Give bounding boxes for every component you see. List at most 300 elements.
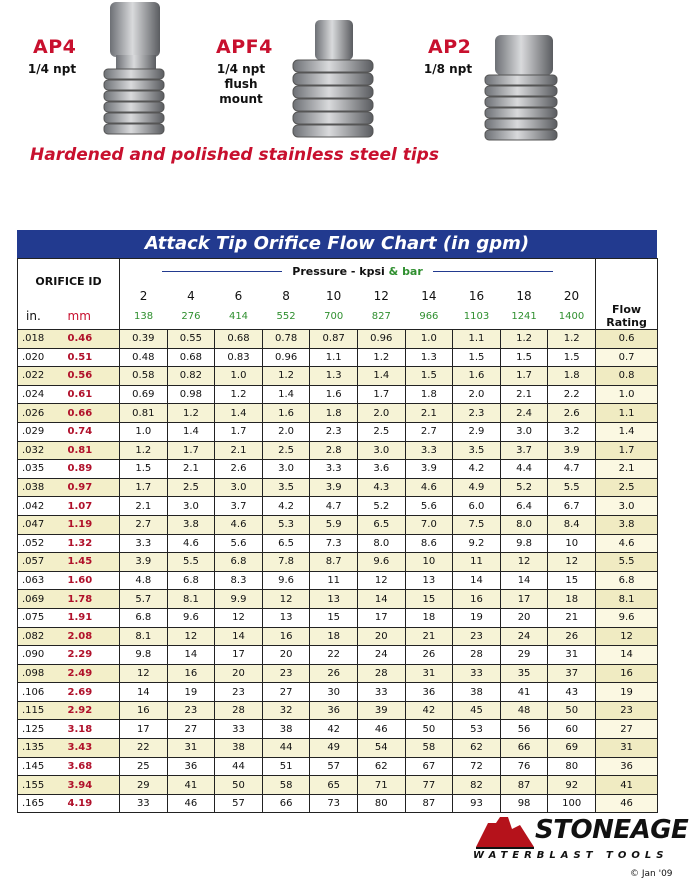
table-row (18, 348, 658, 367)
flow-value: 4.6 (167, 534, 215, 553)
table-row (18, 627, 658, 646)
flow-value: 2.0 (357, 404, 405, 423)
orifice-in: .018 (18, 330, 68, 349)
flow-value: 36 (310, 701, 358, 720)
flow-value: 8.0 (357, 534, 405, 553)
flow-rating: 0.8 (596, 367, 658, 386)
flow-value: 8.6 (405, 534, 453, 553)
product-sub-line: flush (224, 77, 258, 91)
unit-in-label: in. (18, 303, 68, 330)
flow-value: 1.6 (262, 404, 310, 423)
flow-rating-label-line: Rating (606, 316, 647, 329)
flow-value: 32 (262, 701, 310, 720)
flow-value: 17 (120, 720, 168, 739)
orifice-in: .082 (18, 627, 68, 646)
orifice-mm: 3.43 (68, 739, 120, 758)
flow-value: 1.5 (453, 348, 501, 367)
flow-value: 8.0 (500, 515, 548, 534)
bar-value: 138 (120, 303, 168, 330)
flow-value: 2.1 (120, 497, 168, 516)
flow-value: 3.9 (120, 553, 168, 572)
flow-value: 9.6 (167, 608, 215, 627)
flow-value: 87 (405, 794, 453, 813)
ap4-tip-image (92, 0, 172, 150)
flow-value: 57 (215, 794, 263, 813)
flow-value: 1.5 (548, 348, 596, 367)
flow-value: 1.0 (215, 367, 263, 386)
flow-value: 4.6 (215, 515, 263, 534)
pressure-label: Pressure - kpsi (292, 264, 385, 278)
flow-value: 1.4 (357, 367, 405, 386)
product-sub-ap2 (418, 62, 478, 77)
flow-value: 38 (453, 683, 501, 702)
flow-value: 1.2 (120, 441, 168, 460)
flow-value: 62 (357, 757, 405, 776)
kpsi-value: 14 (405, 283, 453, 303)
flow-value: 2.3 (310, 422, 358, 441)
product-name-ap2: AP2 (428, 36, 472, 58)
flow-value: 46 (357, 720, 405, 739)
table-row (18, 497, 658, 516)
flow-value: 2.5 (167, 478, 215, 497)
flow-value: 4.4 (500, 460, 548, 479)
flow-value: 0.81 (120, 404, 168, 423)
flow-rating-label-line: Flow (612, 303, 642, 316)
chart-title: Attack Tip Orifice Flow Chart (in gpm) (17, 230, 657, 258)
flow-value: 4.3 (357, 478, 405, 497)
orifice-in: .020 (18, 348, 68, 367)
flow-value: 19 (453, 608, 501, 627)
flow-value: 0.48 (120, 348, 168, 367)
table-row (18, 757, 658, 776)
flow-value: 39 (357, 701, 405, 720)
bar-value: 700 (310, 303, 358, 330)
flow-value: 25 (120, 757, 168, 776)
logo-name: STONEAGE (535, 815, 689, 845)
flow-value: 8.7 (310, 553, 358, 572)
flow-value: 65 (310, 776, 358, 795)
flow-value: 7.5 (453, 515, 501, 534)
flow-rating: 1.1 (596, 404, 658, 423)
flow-value: 14 (357, 590, 405, 609)
flow-value: 72 (453, 757, 501, 776)
flow-value: 7.3 (310, 534, 358, 553)
copyright: © Jan '09 (630, 869, 673, 879)
kpsi-value: 16 (453, 283, 501, 303)
table-row (18, 515, 658, 534)
orifice-mm: 1.91 (68, 608, 120, 627)
orifice-in: .155 (18, 776, 68, 795)
flow-value: 16 (262, 627, 310, 646)
orifice-in: .145 (18, 757, 68, 776)
flow-value: 15 (548, 571, 596, 590)
flow-value: 2.5 (262, 441, 310, 460)
kpsi-value: 8 (262, 283, 310, 303)
flow-value: 1.2 (215, 385, 263, 404)
flow-value: 1.3 (405, 348, 453, 367)
bar-value: 414 (215, 303, 263, 330)
orifice-mm: 2.08 (68, 627, 120, 646)
flow-value: 42 (405, 701, 453, 720)
kpsi-value: 10 (310, 283, 358, 303)
flow-value: 9.6 (262, 571, 310, 590)
unit-mm-label: mm (68, 303, 120, 330)
ap2-tip-image (475, 33, 560, 143)
bar-value: 827 (357, 303, 405, 330)
flow-rating: 41 (596, 776, 658, 795)
flow-value: 0.98 (167, 385, 215, 404)
flow-value: 28 (453, 646, 501, 665)
flow-value: 0.68 (215, 330, 263, 349)
flow-value: 3.0 (262, 460, 310, 479)
product-name-apf4: APF4 (216, 36, 273, 58)
flow-value: 21 (548, 608, 596, 627)
pressure-bar-label: bar (402, 264, 423, 278)
kpsi-value: 4 (167, 283, 215, 303)
flow-value: 48 (500, 701, 548, 720)
orifice-in: .035 (18, 460, 68, 479)
flow-value: 2.7 (120, 515, 168, 534)
flow-value: 3.0 (357, 441, 405, 460)
flow-value: 0.55 (167, 330, 215, 349)
flow-table-body (18, 330, 658, 813)
flow-value: 16 (167, 664, 215, 683)
flow-value: 5.6 (405, 497, 453, 516)
flow-value: 5.7 (120, 590, 168, 609)
flow-value: 26 (405, 646, 453, 665)
product-sub-apf4 (210, 62, 272, 107)
flow-value: 13 (262, 608, 310, 627)
flow-value: 62 (453, 739, 501, 758)
flow-value: 9.2 (453, 534, 501, 553)
flow-value: 23 (215, 683, 263, 702)
flow-value: 16 (453, 590, 501, 609)
flow-value: 20 (500, 608, 548, 627)
flow-value: 27 (167, 720, 215, 739)
flow-value: 0.87 (310, 330, 358, 349)
table-row (18, 460, 658, 479)
orifice-in: .057 (18, 553, 68, 572)
flow-value: 2.7 (405, 422, 453, 441)
flow-value: 18 (548, 590, 596, 609)
flow-value: 0.96 (357, 330, 405, 349)
orifice-mm: 3.68 (68, 757, 120, 776)
flow-value: 14 (215, 627, 263, 646)
bar-value: 1241 (500, 303, 548, 330)
flow-value: 50 (548, 701, 596, 720)
flow-value: 12 (262, 590, 310, 609)
orifice-in: .052 (18, 534, 68, 553)
bar-value: 1103 (453, 303, 501, 330)
flow-value: 3.8 (167, 515, 215, 534)
flow-value: 66 (262, 794, 310, 813)
flow-value: 82 (453, 776, 501, 795)
flow-value: 8.4 (548, 515, 596, 534)
table-row (18, 720, 658, 739)
flow-value: 2.1 (215, 441, 263, 460)
flow-value: 1.6 (310, 385, 358, 404)
flow-value: 100 (548, 794, 596, 813)
flow-value: 0.68 (167, 348, 215, 367)
flow-rating: 8.1 (596, 590, 658, 609)
flow-value: 31 (548, 646, 596, 665)
flow-value: 6.7 (548, 497, 596, 516)
logo-subtitle: WATERBLAST TOOLS (473, 850, 669, 861)
orifice-in: .024 (18, 385, 68, 404)
orifice-mm: 1.32 (68, 534, 120, 553)
flow-value: 17 (500, 590, 548, 609)
bar-value: 966 (405, 303, 453, 330)
flow-value: 2.8 (310, 441, 358, 460)
flow-value: 27 (262, 683, 310, 702)
orifice-in: .026 (18, 404, 68, 423)
orifice-mm: 1.45 (68, 553, 120, 572)
flow-value: 12 (167, 627, 215, 646)
flow-value: 54 (357, 739, 405, 758)
flow-value: 22 (310, 646, 358, 665)
stoneage-logo-mark (474, 815, 536, 849)
apf4-tip-image (287, 18, 377, 143)
flow-value: 3.9 (310, 478, 358, 497)
flow-value: 17 (215, 646, 263, 665)
orifice-mm: 0.66 (68, 404, 120, 423)
product-sub-line: 1/4 npt (216, 62, 266, 76)
flow-value: 10 (405, 553, 453, 572)
flow-value: 1.7 (357, 385, 405, 404)
flow-value: 9.6 (357, 553, 405, 572)
flow-value: 3.9 (405, 460, 453, 479)
table-row (18, 330, 658, 349)
table-row (18, 385, 658, 404)
flow-value: 0.83 (215, 348, 263, 367)
flow-value: 2.0 (453, 385, 501, 404)
flow-value: 3.5 (262, 478, 310, 497)
flow-value: 1.8 (310, 404, 358, 423)
flow-value: 1.8 (548, 367, 596, 386)
flow-value: 1.7 (215, 422, 263, 441)
flow-value: 14 (167, 646, 215, 665)
flow-value: 3.0 (500, 422, 548, 441)
flow-value: 7.0 (405, 515, 453, 534)
orifice-mm: 0.97 (68, 478, 120, 497)
orifice-mm: 1.07 (68, 497, 120, 516)
flow-rating: 31 (596, 739, 658, 758)
flow-value: 8.1 (167, 590, 215, 609)
orifice-in: .106 (18, 683, 68, 702)
flow-value: 23 (453, 627, 501, 646)
flow-rating: 2.1 (596, 460, 658, 479)
flow-value: 2.6 (215, 460, 263, 479)
flow-value: 71 (357, 776, 405, 795)
flow-value: 12 (500, 553, 548, 572)
flow-value: 5.2 (500, 478, 548, 497)
flow-value: 4.2 (262, 497, 310, 516)
orifice-mm: 4.19 (68, 794, 120, 813)
flow-value: 92 (548, 776, 596, 795)
orifice-mm: 0.89 (68, 460, 120, 479)
table-row (18, 608, 658, 627)
flow-value: 87 (500, 776, 548, 795)
flow-value: 19 (167, 683, 215, 702)
flow-value: 20 (215, 664, 263, 683)
flow-value: 26 (310, 664, 358, 683)
flow-value: 0.82 (167, 367, 215, 386)
flow-value: 29 (500, 646, 548, 665)
flow-value: 1.1 (310, 348, 358, 367)
flow-value: 4.7 (310, 497, 358, 516)
flow-value: 1.2 (548, 330, 596, 349)
orifice-mm: 0.61 (68, 385, 120, 404)
product-sub-line: 1/8 npt (423, 62, 473, 76)
orifice-mm: 2.92 (68, 701, 120, 720)
orifice-mm: 2.29 (68, 646, 120, 665)
flow-value: 3.0 (215, 478, 263, 497)
flow-value: 44 (262, 739, 310, 758)
table-row (18, 794, 658, 813)
flow-value: 2.4 (500, 404, 548, 423)
orifice-in: .069 (18, 590, 68, 609)
flow-rating: 9.6 (596, 608, 658, 627)
flow-value: 28 (215, 701, 263, 720)
flow-value: 20 (262, 646, 310, 665)
flow-value: 9.8 (500, 534, 548, 553)
flow-value: 43 (548, 683, 596, 702)
flow-value: 38 (215, 739, 263, 758)
flow-value: 93 (453, 794, 501, 813)
flow-value: 1.5 (405, 367, 453, 386)
flow-value: 73 (310, 794, 358, 813)
flow-value: 30 (310, 683, 358, 702)
flow-value: 37 (548, 664, 596, 683)
product-name-ap4: AP4 (33, 36, 77, 58)
flow-value: 0.39 (120, 330, 168, 349)
flow-rating: 23 (596, 701, 658, 720)
flow-value: 23 (167, 701, 215, 720)
flow-value: 12 (120, 664, 168, 683)
flow-value: 1.2 (167, 404, 215, 423)
flow-value: 1.2 (357, 348, 405, 367)
flow-rating-header (596, 303, 658, 330)
flow-value: 1.0 (120, 422, 168, 441)
flow-value: 50 (215, 776, 263, 795)
flow-value: 31 (405, 664, 453, 683)
flow-value: 6.8 (120, 608, 168, 627)
flow-value: 33 (453, 664, 501, 683)
flow-value: 35 (500, 664, 548, 683)
flow-value: 4.6 (405, 478, 453, 497)
orifice-mm: 3.94 (68, 776, 120, 795)
flow-value: 8.3 (215, 571, 263, 590)
table-row (18, 441, 658, 460)
orifice-in: .032 (18, 441, 68, 460)
table-row (18, 776, 658, 795)
flow-rating: 6.8 (596, 571, 658, 590)
flow-value: 3.3 (120, 534, 168, 553)
flow-value: 23 (262, 664, 310, 683)
flow-value: 5.5 (548, 478, 596, 497)
flow-value: 2.1 (500, 385, 548, 404)
flow-value: 1.3 (310, 367, 358, 386)
flow-value: 4.9 (453, 478, 501, 497)
orifice-mm: 0.74 (68, 422, 120, 441)
flow-value: 13 (310, 590, 358, 609)
flow-value: 6.8 (167, 571, 215, 590)
pressure-header (120, 259, 596, 284)
orifice-in: .038 (18, 478, 68, 497)
flow-value: 46 (167, 794, 215, 813)
flow-value: 2.9 (453, 422, 501, 441)
flow-value: 14 (500, 571, 548, 590)
kpsi-value: 20 (548, 283, 596, 303)
table-row (18, 664, 658, 683)
flow-table (17, 258, 658, 813)
flow-value: 17 (357, 608, 405, 627)
flow-rating: 12 (596, 627, 658, 646)
flow-value: 12 (357, 571, 405, 590)
flow-value: 44 (215, 757, 263, 776)
flow-value: 1.4 (262, 385, 310, 404)
flow-value: 3.3 (405, 441, 453, 460)
flow-rating: 14 (596, 646, 658, 665)
bar-value: 1400 (548, 303, 596, 330)
flow-rating: 27 (596, 720, 658, 739)
flow-value: 80 (548, 757, 596, 776)
orifice-mm: 2.49 (68, 664, 120, 683)
flow-value: 33 (120, 794, 168, 813)
flow-value: 21 (405, 627, 453, 646)
orifice-mm: 1.19 (68, 515, 120, 534)
flow-value: 41 (500, 683, 548, 702)
table-row (18, 404, 658, 423)
orifice-mm: 0.46 (68, 330, 120, 349)
flow-value: 1.4 (215, 404, 263, 423)
flow-value: 1.7 (500, 367, 548, 386)
flow-rating: 1.0 (596, 385, 658, 404)
orifice-id-header: ORIFICE ID (18, 259, 120, 304)
orifice-mm: 0.51 (68, 348, 120, 367)
flow-value: 98 (500, 794, 548, 813)
flow-rating: 3.0 (596, 497, 658, 516)
kpsi-value: 18 (500, 283, 548, 303)
flow-value: 8.1 (120, 627, 168, 646)
table-row (18, 553, 658, 572)
flow-value: 1.0 (405, 330, 453, 349)
flow-value: 31 (167, 739, 215, 758)
orifice-in: .042 (18, 497, 68, 516)
flow-value: 36 (405, 683, 453, 702)
flow-value: 3.0 (167, 497, 215, 516)
orifice-in: .029 (18, 422, 68, 441)
table-row (18, 739, 658, 758)
flow-value: 1.1 (453, 330, 501, 349)
bar-value: 552 (262, 303, 310, 330)
flow-value: 0.96 (262, 348, 310, 367)
flow-rating: 2.5 (596, 478, 658, 497)
bar-value: 276 (167, 303, 215, 330)
flow-value: 2.6 (548, 404, 596, 423)
flow-rating: 1.7 (596, 441, 658, 460)
flow-value: 4.7 (548, 460, 596, 479)
kpsi-value: 6 (215, 283, 263, 303)
flow-value: 80 (357, 794, 405, 813)
flow-rating: 1.4 (596, 422, 658, 441)
table-row (18, 701, 658, 720)
orifice-mm: 1.60 (68, 571, 120, 590)
flow-value: 5.9 (310, 515, 358, 534)
flow-value: 15 (405, 590, 453, 609)
flow-value: 66 (500, 739, 548, 758)
flow-rating: 0.7 (596, 348, 658, 367)
